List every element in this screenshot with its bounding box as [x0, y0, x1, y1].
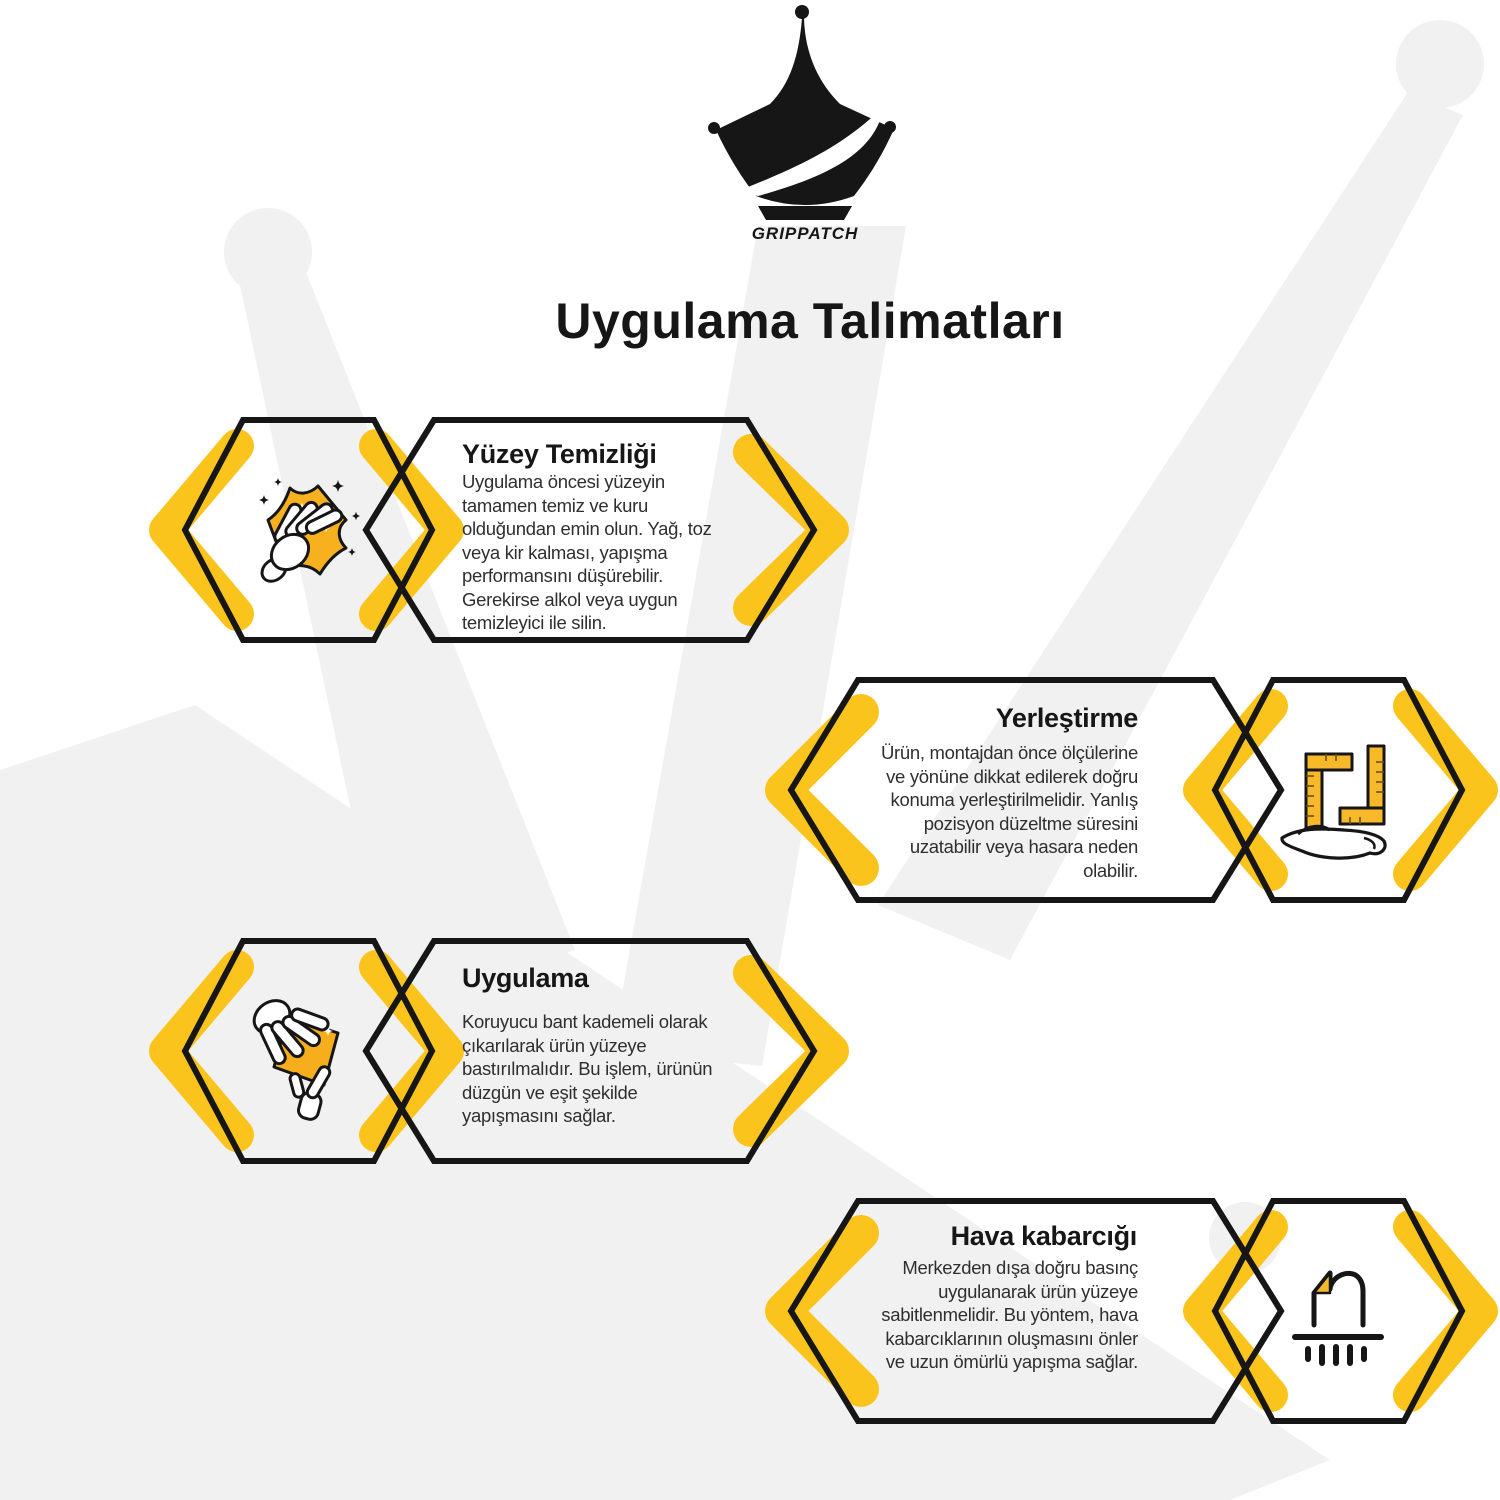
chevron-left-icon — [166, 446, 237, 614]
step-2-title: Yerleştirme — [995, 703, 1138, 733]
chevron-right-icon — [1410, 706, 1481, 874]
step-3-body: Koruyucu bant kademeli olarak çıkarılarak ürün yüzeye bastırılmalıdır. Bu işlem, ürünün düzgün ve eşit şekilde yapışmasını sağlar. — [462, 1011, 713, 1126]
brand-logo-crown — [708, 5, 896, 243]
step-4-body: Merkezden dışa doğru basınç uygulanarak ürün yüzeye sabitlenmelidir. Bu yöntem, hava kabarcıklarının oluşmasını önler ve uzun ömürlü yapışma sağlar. — [881, 1257, 1138, 1372]
page-title: Uygulama Talimatları — [555, 293, 1065, 349]
chevron-left-icon — [1200, 706, 1271, 874]
step-1-title: Yüzey Temizliği — [462, 439, 657, 469]
bubble-free-paper-icon — [1295, 1273, 1381, 1363]
chevron-left-icon — [1200, 1227, 1271, 1395]
step-1-body: Uygulama öncesi yüzeyin tamamen temiz ve kuru olduğundan emin olun. Yağ, toz veya kir kalması, yapışma performansını düşürebilir. Gerekirse alkol veya uygun temizleyici ile silin. — [462, 471, 712, 633]
step-2-body: Ürün, montajdan önce ölçülerine ve yönüne dikkat edilerek doğru konuma yerleştirilmelidir. Yanlış pozisyon düzeltme süresini uzatabilir veya hasara neden olabilir. — [880, 742, 1138, 881]
chevron-right-icon — [1410, 1227, 1481, 1395]
step-4-title: Hava kabarcığı — [950, 1221, 1137, 1251]
ruler-hand-icon — [1282, 746, 1385, 858]
brand-name: GRIPPATCH — [751, 224, 859, 243]
step-3-title: Uygulama — [462, 963, 589, 993]
